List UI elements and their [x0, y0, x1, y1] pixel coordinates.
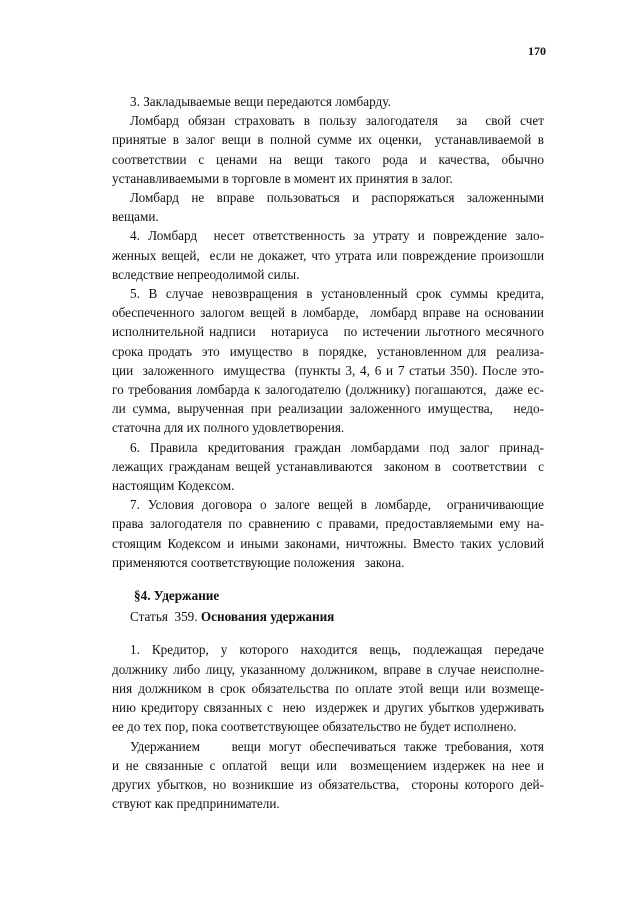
- text-line: 5. В случае невозвращения в установленный срок суммы кредита,: [130, 286, 544, 302]
- article-heading: [112, 607, 544, 626]
- text-line: других убытков, но возникшие из обязательства, стороны которого дей-: [112, 776, 544, 792]
- text-line: женных вещей, если не докажет, что утрата или повреждение произошли: [112, 247, 544, 263]
- paragraph: [112, 438, 544, 496]
- text-line: принятые в залог вещи в полной сумме их оценки, устанавливаемой в: [112, 132, 544, 148]
- article-title: Основания удержания: [200, 609, 335, 625]
- text-line: ли сумма, вырученная при реализации заложенного имущества, недо-: [112, 401, 544, 417]
- text-line: должнику либо лицу, указанному должником, вправе в случае неисполне-: [112, 661, 544, 677]
- document-body: [112, 92, 544, 813]
- text-line: стоящим Кодексом и иными законами, ничтожны. Вместо таких условий: [112, 535, 544, 551]
- paragraph: [112, 737, 544, 814]
- text-line: ции заложенного имущества (пункты 3, 4, 6 и 7 статьи 350). После это-: [112, 362, 544, 378]
- text-line: 3. Закладываемые вещи передаются ломбарду.: [130, 94, 391, 109]
- text-line: применяются соответствующие положения закона.: [112, 554, 405, 570]
- paragraph: [112, 92, 544, 111]
- text-line: лежащих гражданам вещей устанавливаются законом в соответствии с: [112, 458, 544, 474]
- text-line: 4. Ломбард несет ответственность за утрату и повреждение зало-: [130, 228, 544, 244]
- page-number: 170: [528, 44, 546, 58]
- text-line: ния должником в срок обязательства по оплате этой вещи или возмеще-: [112, 680, 544, 696]
- section-title: §4. Удержание: [134, 588, 220, 604]
- text-line: 1. Кредитор, у которого находится вещь, подлежащая передаче: [130, 642, 544, 658]
- text-line: ствуют как предприниматели.: [112, 796, 280, 812]
- article-prefix: Статья 359.: [130, 609, 201, 625]
- text-line: Ломбард не вправе пользоваться и распоряжаться заложенными: [130, 190, 544, 206]
- text-line: срока продать это имущество в порядке, установленном для реализа-: [112, 343, 544, 359]
- paragraph: [112, 111, 544, 188]
- text-line: соответствии с ценами на вещи такого рода и качества, обычно: [112, 151, 544, 167]
- text-line: настоящим Кодексом.: [112, 478, 235, 494]
- text-line: обеспеченного залогом вещей в ломбарде, ломбард вправе на основании: [112, 305, 544, 321]
- text-line: и не связанные с оплатой вещи или возмещением издержек на нее и: [112, 757, 544, 773]
- text-line: нию кредитору связанных с нею издержек и других убытков удерживать: [112, 700, 544, 716]
- text-line: 7. Условия договора о залоге вещей в ломбарде, ограничивающие: [130, 497, 544, 513]
- text-line: устанавливаемыми в торговле в момент их принятия в залог.: [112, 170, 453, 186]
- text-line: статочна для их полного удовлетворения.: [112, 420, 345, 436]
- text-line: 6. Правила кредитования граждан ломбардами под залог принад-: [130, 439, 544, 455]
- paragraph: [112, 226, 544, 284]
- paragraph-group-1: [112, 92, 544, 572]
- paragraph: [112, 188, 544, 226]
- paragraph: [112, 495, 544, 572]
- text-line: вещами.: [112, 209, 159, 225]
- paragraph: [112, 640, 544, 736]
- paragraph: [112, 284, 544, 438]
- text-line: исполнительной надписи нотариуса по истечении льготного месячного: [112, 324, 544, 340]
- text-line: вследствие непреодолимой силы.: [112, 266, 300, 282]
- text-line: Удержанием вещи могут обеспечиваться также требования, хотя: [130, 738, 544, 754]
- text-line: права залогодателя по сравнению с правами, предоставляемыми ему на-: [112, 516, 544, 532]
- text-line: ее до тех пор, пока соответствующее обязательство не будет исполнено.: [112, 719, 517, 735]
- text-line: Ломбард обязан страховать в пользу залогодателя за свой счет: [130, 113, 544, 129]
- text-line: го требования ломбарда к залогодателю (должнику) погашаются, даже ес-: [112, 382, 544, 398]
- paragraph-group-2: [112, 640, 544, 813]
